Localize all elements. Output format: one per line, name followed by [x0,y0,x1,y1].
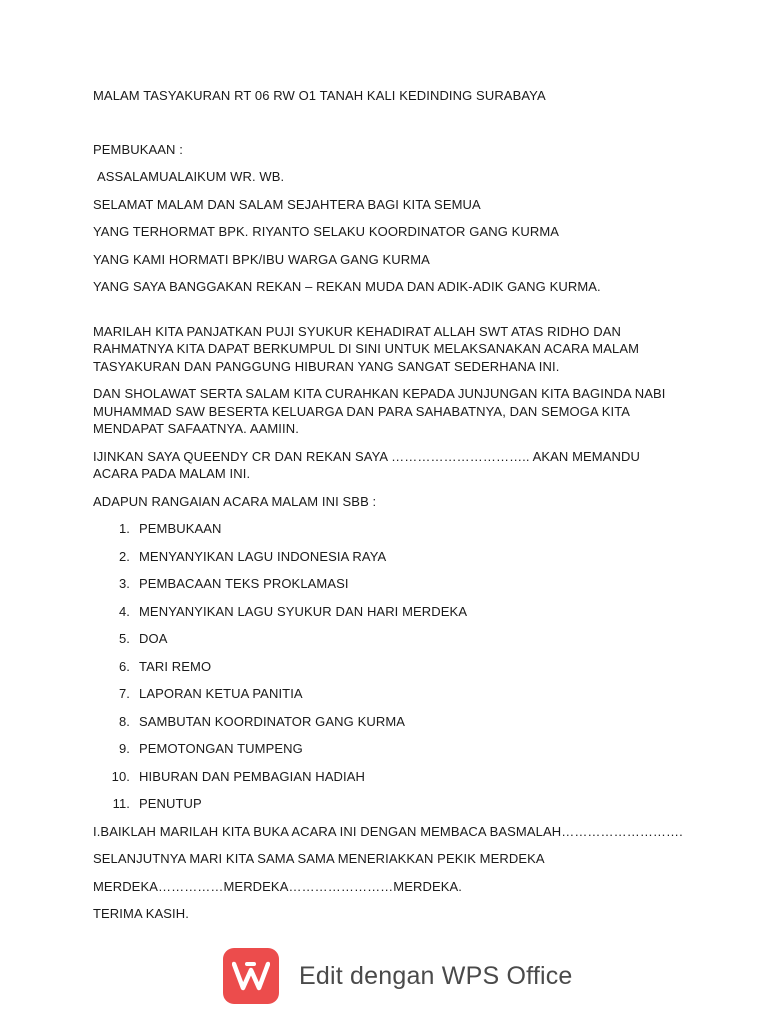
agenda-item-number: 9. [118,741,130,756]
opening-line: ASSALAMUALAIKUM WR. WB. [97,169,285,184]
agenda-item-text: TARI REMO [139,658,212,674]
agenda-item-number: 8. [118,713,130,729]
opening-line: SELAMAT MALAM DAN SALAM SEJAHTERA BAGI KITA SEMUA [93,196,481,212]
wps-logo-icon[interactable] [223,948,279,1004]
agenda-item-text: PENUTUP [139,796,202,811]
agenda-list [93,520,683,813]
agenda-item [93,603,683,621]
agenda-item [93,548,683,566]
agenda-item-number: 5. [118,631,130,646]
agenda-item-text: PEMBACAAN TEKS PROKLAMASI [139,576,349,591]
agenda-item [93,520,683,538]
opening-line: YANG KAMI HORMATI BPK/IBU WARGA GANG KURMA [93,251,430,267]
agenda-item [93,740,683,758]
agenda-item [93,630,683,648]
body-paragraph: MARILAH KITA PANJATKAN PUJI SYUKUR KEHADIRAT ALLAH SWT ATAS RIDHO DAN RAHMATNYA KITA DAPAT BERKUMPUL DI SINI UNTUK MELAKSANAKAN ACARA MALAM TASYAKURAN DAN PANGGUNG HIBURAN YANG SANGAT SEDERHANA INI. [93,323,640,374]
opening-line: YANG TERHORMAT BPK. RIYANTO SELAKU KOORDINATOR GANG KURMA [93,224,560,239]
agenda-item-number: 2. [118,548,130,564]
wps-w-icon [232,961,270,991]
agenda-item-text: SAMBUTAN KOORDINATOR GANG KURMA [139,713,406,729]
agenda-intro: ADAPUN RANGAIAN ACARA MALAM INI SBB : [93,493,377,509]
agenda-item [93,768,683,786]
agenda-item-text: HIBURAN DAN PEMBAGIAN HADIAH [139,768,366,784]
agenda-item [93,685,683,703]
edit-with-wps-label[interactable]: Edit dengan WPS Office [299,961,573,990]
agenda-item-number: 6. [118,658,130,674]
agenda-item-text: LAPORAN KETUA PANITIA [139,686,303,701]
agenda-item-text: PEMOTONGAN TUMPENG [139,741,303,756]
document-page [93,87,683,933]
edit-with-wps-banner[interactable] [223,948,573,1004]
closing-line: MERDEKA……………MERDEKA……………………MERDEKA. [93,878,462,894]
agenda-item-text: MENYANYIKAN LAGU SYUKUR DAN HARI MERDEKA [139,603,468,619]
agenda-item-text: DOA [139,631,168,646]
agenda-item [93,795,683,813]
body-paragraph: DAN SHOLAWAT SERTA SALAM KITA CURAHKAN KEPADA JUNJUNGAN KITA BAGINDA NABI MUHAMMAD SAW BESERTA KELUARGA DAN PARA SAHABATNYA, DAN SEMOGA KITA MENDAPAT SAFAATNYA. AAMIIN. [93,386,666,436]
closing-line: I.BAIKLAH MARILAH KITA BUKA ACARA INI DENGAN MEMBACA BASMALAH………………………. [93,823,683,839]
document-title: MALAM TASYAKURAN RT 06 RW O1 TANAH KALI KEDINDING SURABAYA [93,88,546,103]
agenda-item-number: 4. [118,603,130,619]
agenda-item-number: 7. [118,686,130,701]
agenda-item-text: PEMBUKAAN [139,521,222,536]
closing-line: SELANJUTNYA MARI KITA SAMA SAMA MENERIAKKAN PEKIK MERDEKA [93,851,545,866]
agenda-item [93,575,683,593]
agenda-item-number: 1. [118,521,130,536]
agenda-item-number: 10. [111,768,130,784]
agenda-item-number: 3. [118,576,130,591]
closing-line: TERIMA KASIH. [93,906,189,921]
agenda-item-text: MENYANYIKAN LAGU INDONESIA RAYA [139,548,387,564]
agenda-item [93,713,683,731]
agenda-item [93,658,683,676]
agenda-item-number: 11. [112,796,130,811]
opening-heading: PEMBUKAAN : [93,141,183,157]
opening-line: YANG SAYA BANGGAKAN REKAN – REKAN MUDA DAN ADIK-ADIK GANG KURMA. [93,279,601,294]
body-paragraph: IJINKAN SAYA QUEENDY CR DAN REKAN SAYA ………………………….. AKAN MEMANDU ACARA PADA MALAM INI. [93,448,640,481]
